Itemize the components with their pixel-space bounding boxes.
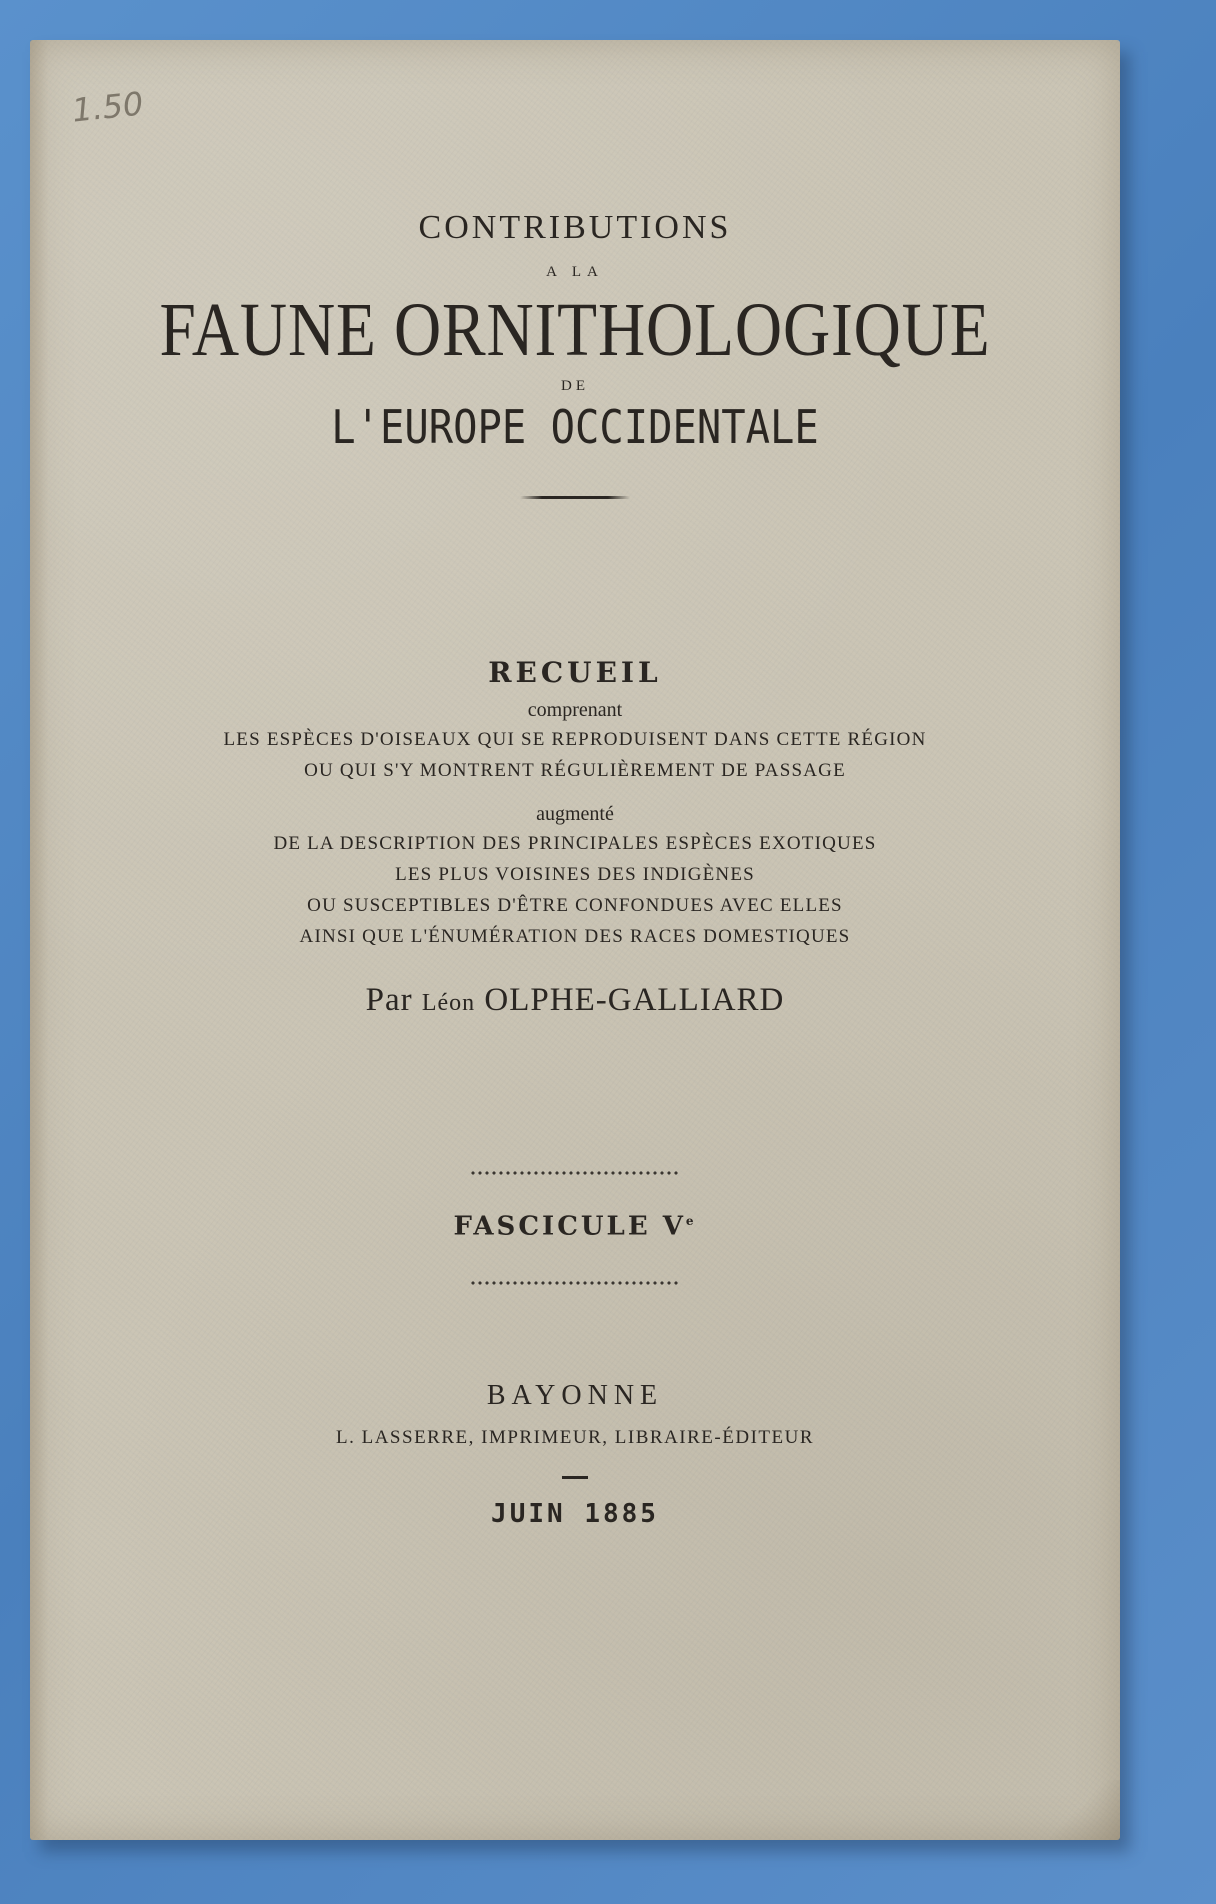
fascicule-block bbox=[30, 1168, 1120, 1288]
corner-wear bbox=[1030, 1780, 1120, 1840]
fascicule-text: FASCICULE V bbox=[453, 1211, 686, 1242]
author-line bbox=[30, 980, 1120, 1023]
ornament-rule-bottom bbox=[470, 1278, 680, 1288]
fascicule-superscript: e bbox=[685, 1214, 697, 1228]
imprint-city: BAYONNE bbox=[486, 1380, 664, 1411]
imprint-dash bbox=[562, 1476, 588, 1479]
imprint-block bbox=[30, 1378, 1120, 1531]
description-block bbox=[30, 656, 1120, 1023]
species-line: LES ESPÈCES D'OISEAUX QUI SE REPRODUISENT DANS CETTE RÉGION bbox=[223, 729, 927, 750]
recueil-heading: RECUEIL bbox=[488, 656, 662, 689]
imprint-printer: L. LASSERRE, IMPRIMEUR, LIBRAIRE-ÉDITEUR bbox=[336, 1427, 814, 1448]
title-de: DE bbox=[561, 378, 589, 394]
title-block bbox=[30, 208, 1120, 499]
imprint-date: JUIN 1885 bbox=[491, 1499, 659, 1529]
title-contributions: CONTRIBUTIONS bbox=[418, 209, 732, 246]
handwritten-price-note: 1.50 bbox=[70, 84, 146, 130]
extra-line: AINSI QUE L'ÉNUMÉRATION DES RACES DOMESTIQUES bbox=[299, 926, 851, 947]
author-last-name: OLPHE-GALLIARD bbox=[484, 982, 785, 1018]
fascicule-label bbox=[30, 1204, 1120, 1244]
comprenant-text: comprenant bbox=[527, 699, 623, 721]
ornament-rule-top bbox=[470, 1168, 680, 1178]
title-europe-occidentale: L'EUROPE OCCIDENTALE bbox=[331, 400, 819, 454]
author-first-name: Léon bbox=[421, 990, 476, 1016]
augmente-text: augmenté bbox=[536, 803, 614, 825]
extra-line: LES PLUS VOISINES DES INDIGÈNES bbox=[395, 864, 755, 885]
author-par: Par bbox=[365, 982, 413, 1018]
title-faune-ornithologique: FAUNE ORNITHOLOGIQUE bbox=[159, 288, 991, 372]
extra-line: DE LA DESCRIPTION DES PRINCIPALES ESPÈCES EXOTIQUES bbox=[273, 833, 877, 854]
extra-line: OU SUSCEPTIBLES D'ÊTRE CONFONDUES AVEC ELLES bbox=[307, 895, 843, 916]
book-cover bbox=[30, 40, 1120, 1840]
title-a-la: A LA bbox=[546, 264, 604, 280]
title-rule bbox=[520, 496, 630, 499]
species-line: OU QUI S'Y MONTRENT RÉGULIÈREMENT DE PASSAGE bbox=[304, 760, 846, 781]
